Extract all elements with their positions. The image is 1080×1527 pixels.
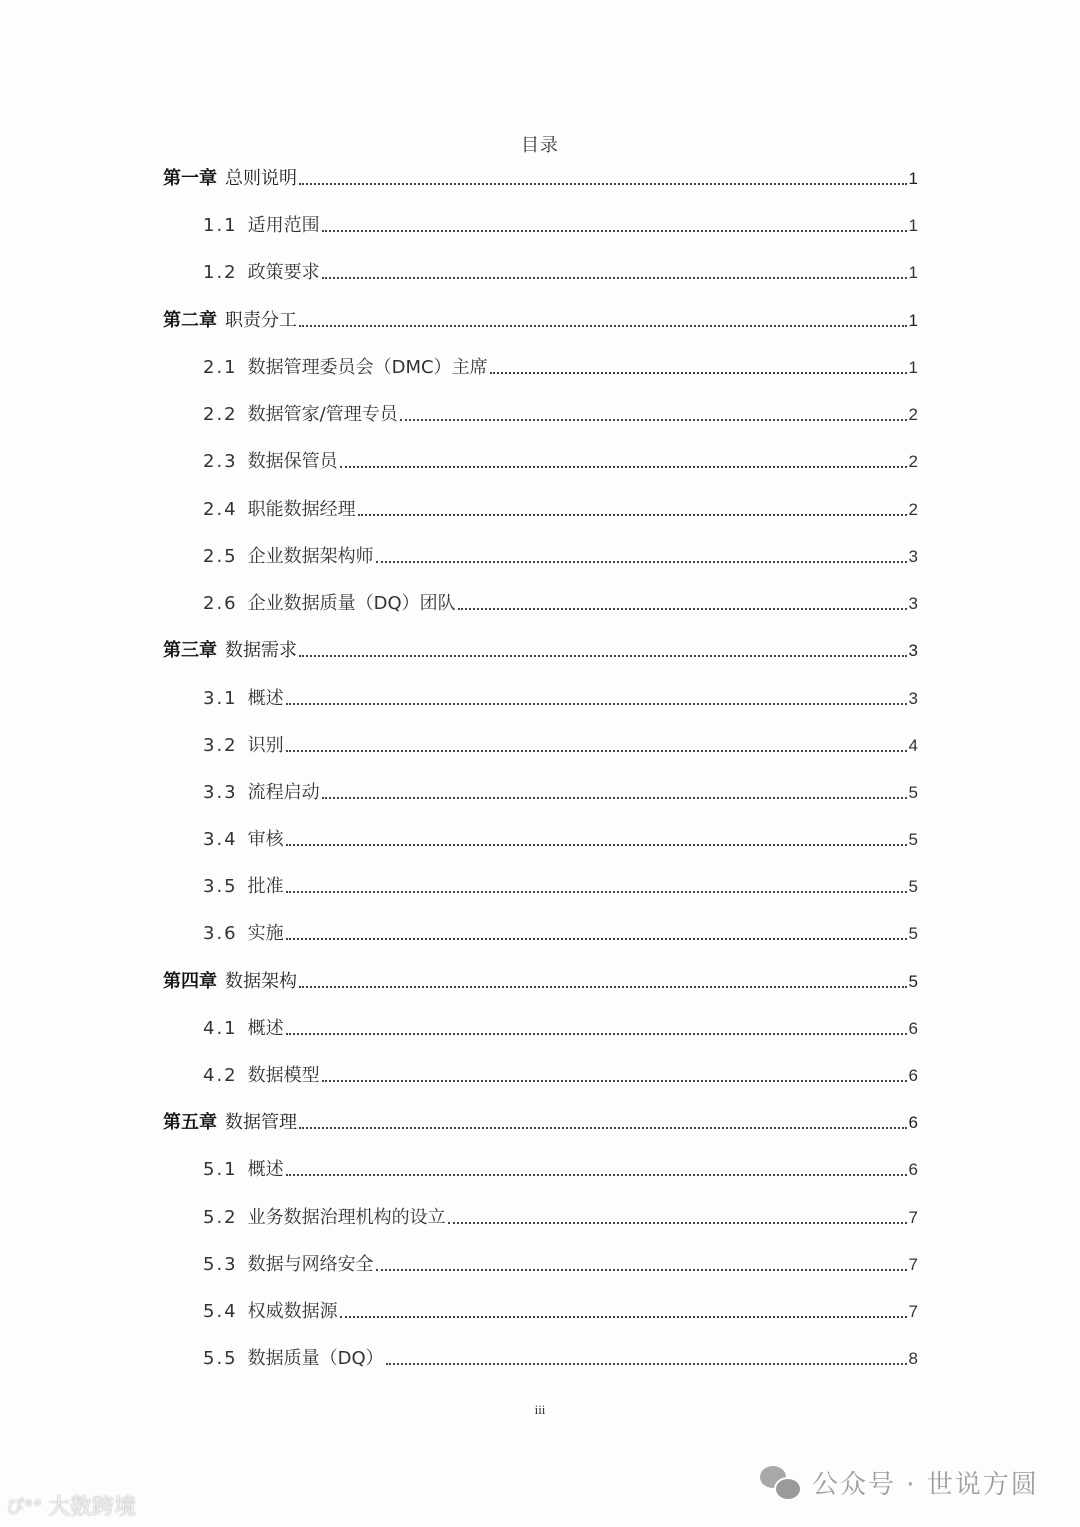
- toc-entry-label: 流程启动: [247, 782, 320, 803]
- toc-entry-page: 2: [908, 405, 918, 424]
- dot-leader: [322, 230, 907, 232]
- toc-entry-page: 1: [908, 169, 918, 188]
- toc-entry-label: 适用范围: [247, 215, 320, 236]
- dot-leader: [376, 561, 907, 563]
- toc-entry-label: 企业数据质量（DQ）团队: [247, 593, 456, 614]
- toc-entry-label: 总则说明: [225, 168, 297, 189]
- toc-entry-label: 数据管理委员会（DMC）主席: [247, 357, 488, 378]
- toc-entry-label: 数据与网络安全: [247, 1254, 374, 1275]
- toc-entry-page: 1: [908, 263, 918, 282]
- dot-leader: [299, 325, 907, 327]
- toc-entry-page: 6: [908, 1066, 918, 1085]
- toc-entry-page: 2: [908, 500, 918, 519]
- toc-entry-label: 概述: [247, 1018, 284, 1039]
- dot-leader: [322, 797, 907, 799]
- toc-chapter-3[interactable]: [163, 632, 918, 662]
- toc-section-3-3[interactable]: [203, 774, 918, 804]
- toc-entry-page: 4: [908, 736, 918, 755]
- toc-entry-page: 8: [908, 1349, 918, 1368]
- toc-entry-number: 2.2: [203, 404, 238, 425]
- toc-entry-number: 第一章: [163, 168, 217, 189]
- toc-entry-page: 5: [908, 783, 918, 802]
- toc-entry-page: 6: [908, 1113, 918, 1132]
- dot-leader: [286, 1033, 907, 1035]
- dot-leader: [299, 183, 907, 185]
- toc-entry-number: 2.5: [203, 546, 238, 567]
- toc-entry-page: 7: [908, 1255, 918, 1274]
- toc-entry-number: 第四章: [163, 971, 217, 992]
- toc-section-5-5[interactable]: [203, 1340, 918, 1370]
- toc-entry-page: 1: [908, 358, 918, 377]
- dot-leader: [322, 277, 907, 279]
- toc-entry-number: 3.6: [203, 923, 238, 944]
- toc-section-5-1[interactable]: [203, 1151, 918, 1181]
- toc-entry-label: 数据管理: [225, 1112, 297, 1133]
- toc-section-2-4[interactable]: [203, 491, 918, 521]
- toc-entry-number: 第五章: [163, 1112, 217, 1133]
- toc-entry-label: 数据保管员: [247, 451, 338, 472]
- toc-entry-label: 数据质量（DQ）: [247, 1348, 384, 1369]
- toc-entry-label: 概述: [247, 1159, 284, 1180]
- toc-entry-label: 职能数据经理: [247, 499, 356, 520]
- dot-leader: [322, 1080, 907, 1082]
- toc-entry-label: 政策要求: [247, 262, 320, 283]
- toc-entry-number: 第二章: [163, 310, 217, 331]
- toc-chapter-5[interactable]: [163, 1104, 918, 1134]
- dot-leader: [358, 514, 907, 516]
- toc-section-3-1[interactable]: [203, 680, 918, 710]
- watermark-left-text: 大数跨境: [48, 1495, 137, 1520]
- toc-section-2-1[interactable]: [203, 349, 918, 379]
- toc-entry-page: 1: [908, 216, 918, 235]
- toc-entry-page: 6: [908, 1019, 918, 1038]
- toc-section-1-1[interactable]: [203, 207, 918, 237]
- watermark-left: [6, 1490, 136, 1521]
- toc-entry-label: 审核: [247, 829, 284, 850]
- toc-entry-number: 3.1: [203, 688, 238, 709]
- toc-section-2-2[interactable]: [203, 396, 918, 426]
- toc-entry-number: 3.5: [203, 876, 238, 897]
- wechat-icon: [760, 1466, 802, 1500]
- dot-leader: [340, 1316, 907, 1318]
- toc-section-3-4[interactable]: [203, 821, 918, 851]
- toc-entry-number: 3.2: [203, 735, 238, 756]
- toc-section-3-6[interactable]: [203, 915, 918, 945]
- toc-entry-label: 职责分工: [225, 310, 297, 331]
- toc-entry-number: 4.1: [203, 1018, 238, 1039]
- toc-entry-number: 2.4: [203, 499, 238, 520]
- dot-leader: [340, 466, 907, 468]
- toc-entry-page: 7: [908, 1302, 918, 1321]
- toc-entry-page: 3: [908, 689, 918, 708]
- toc-entry-page: 3: [908, 594, 918, 613]
- dot-leader: [458, 608, 907, 610]
- toc-entry-number: 1.2: [203, 262, 238, 283]
- toc-entry-label: 数据模型: [247, 1065, 320, 1086]
- toc-section-5-3[interactable]: [203, 1246, 918, 1276]
- dot-leader: [386, 1363, 907, 1365]
- dot-leader: [376, 1269, 907, 1271]
- toc-section-5-2[interactable]: [203, 1199, 918, 1229]
- toc-entry-number: 3.4: [203, 829, 238, 850]
- toc-entry-number: 1.1: [203, 215, 238, 236]
- toc-entry-page: 1: [908, 311, 918, 330]
- dot-leader: [299, 986, 907, 988]
- dot-leader: [286, 1174, 907, 1176]
- toc-entry-number: 第三章: [163, 640, 217, 661]
- dot-leader: [299, 655, 907, 657]
- toc-entry-number: 5.1: [203, 1159, 238, 1180]
- toc-section-5-4[interactable]: [203, 1293, 918, 1323]
- dot-leader: [286, 844, 907, 846]
- toc-section-4-1[interactable]: [203, 1010, 918, 1040]
- dot-leader: [490, 372, 907, 374]
- toc-title: 目录: [521, 135, 559, 156]
- toc-entry-page: 3: [908, 641, 918, 660]
- toc-entry-label: 业务数据治理机构的设立: [247, 1207, 446, 1228]
- toc-entry-label: 权威数据源: [247, 1301, 338, 1322]
- toc-entry-number: 5.2: [203, 1207, 238, 1228]
- toc-entry-page: 5: [908, 972, 918, 991]
- toc-section-1-2[interactable]: [203, 254, 918, 284]
- toc-section-3-2[interactable]: [203, 727, 918, 757]
- toc-section-2-5[interactable]: [203, 538, 918, 568]
- watermark-right-text: 公众号 · 世说方圆: [812, 1470, 1039, 1500]
- toc-entry-page: 6: [908, 1160, 918, 1179]
- toc-entry-label: 识别: [247, 735, 284, 756]
- dot-leader: [448, 1222, 907, 1224]
- toc-section-2-6[interactable]: [203, 585, 918, 615]
- toc-entry-number: 3.3: [203, 782, 238, 803]
- toc-entry-label: 批准: [247, 876, 284, 897]
- toc-entry-label: 数据架构: [225, 971, 297, 992]
- dot-leader: [400, 419, 907, 421]
- toc-entry-label: 数据需求: [225, 640, 297, 661]
- toc-chapter-4[interactable]: [163, 963, 918, 993]
- toc-entry-number: 5.3: [203, 1254, 238, 1275]
- toc-entry-number: 2.6: [203, 593, 238, 614]
- dot-leader: [286, 750, 907, 752]
- toc-entry-page: 5: [908, 924, 918, 943]
- page-number: iii: [534, 1402, 546, 1417]
- toc-entry-page: 5: [908, 877, 918, 896]
- toc-entry-number: 2.3: [203, 451, 238, 472]
- watermark-right: [760, 1464, 1039, 1501]
- toc-section-3-5[interactable]: [203, 868, 918, 898]
- toc-entry-number: 4.2: [203, 1065, 238, 1086]
- toc-entry-label: 实施: [247, 923, 284, 944]
- dot-leader: [299, 1127, 907, 1129]
- toc-entry-label: 数据管家/管理专员: [247, 404, 398, 425]
- toc-entry-label: 企业数据架构师: [247, 546, 374, 567]
- dot-leader: [286, 938, 907, 940]
- toc-entry-label: 概述: [247, 688, 284, 709]
- toc-entry-number: 2.1: [203, 357, 238, 378]
- brand-logo-icon: ぴ°°: [6, 1496, 42, 1518]
- dot-leader: [286, 703, 907, 705]
- toc-chapter-1[interactable]: [163, 160, 918, 190]
- toc-entry-page: 7: [908, 1208, 918, 1227]
- toc-section-2-3[interactable]: [203, 443, 918, 473]
- toc-chapter-2[interactable]: [163, 302, 918, 332]
- toc-entry-page: 2: [908, 452, 918, 471]
- dot-leader: [286, 891, 907, 893]
- toc-section-4-2[interactable]: [203, 1057, 918, 1087]
- toc-entry-number: 5.5: [203, 1348, 238, 1369]
- toc-entry-page: 3: [908, 547, 918, 566]
- toc-entry-page: 5: [908, 830, 918, 849]
- toc-entry-number: 5.4: [203, 1301, 238, 1322]
